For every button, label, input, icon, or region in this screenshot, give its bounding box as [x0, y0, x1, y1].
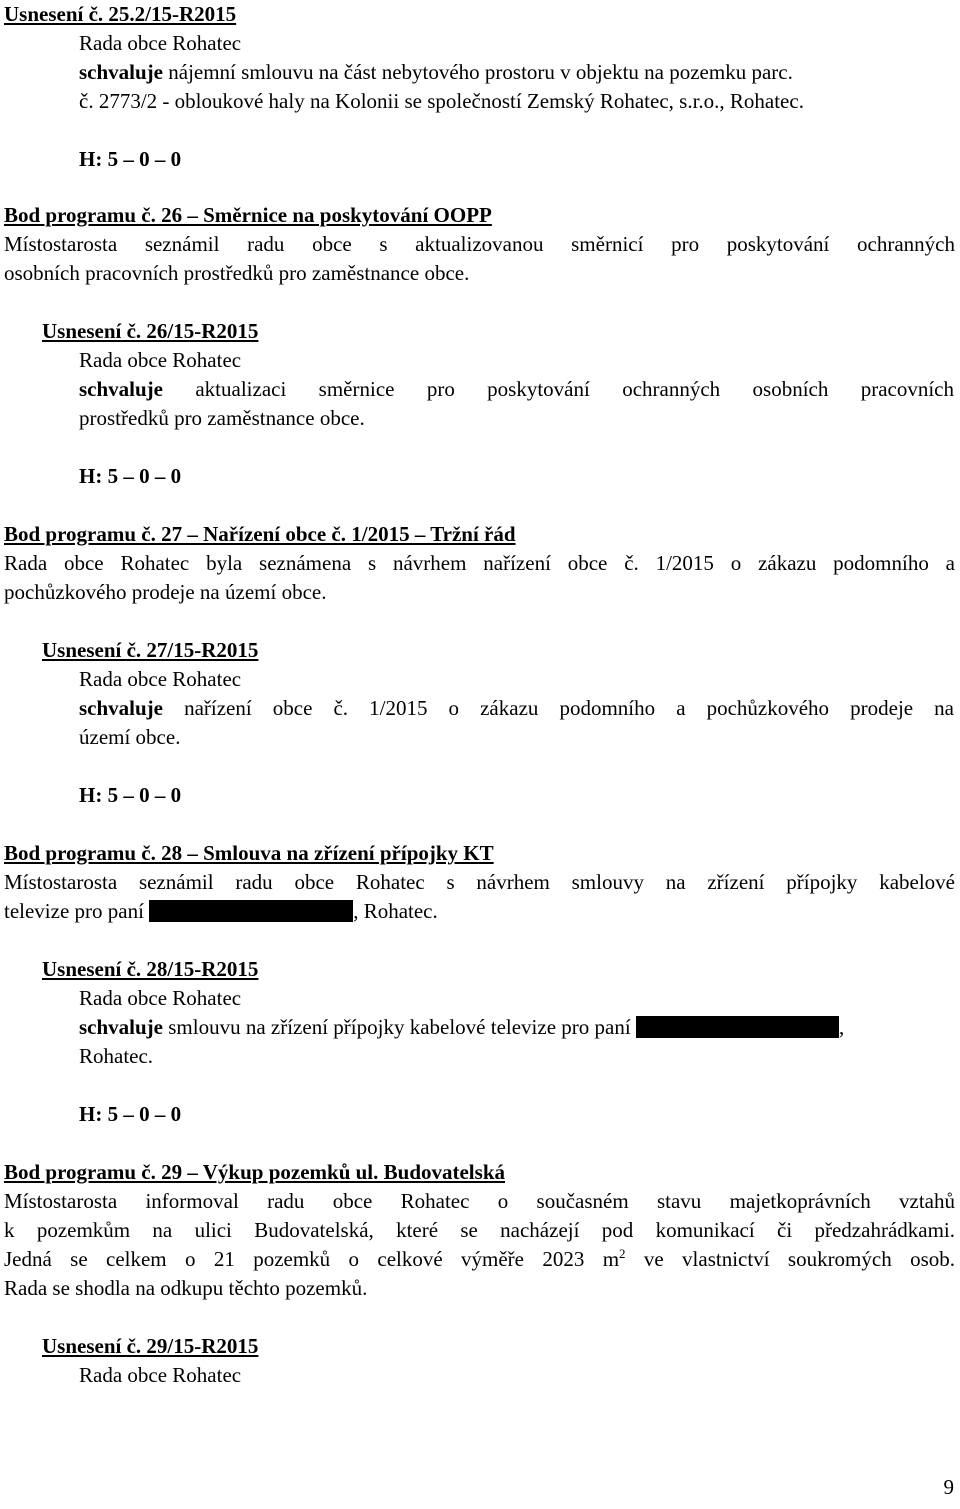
resolution-25-2-vote: H: 5 – 0 – 0: [79, 147, 182, 171]
approves-word: schvaluje: [79, 1015, 163, 1039]
resolution-28-text2: Rohatec.: [79, 1044, 154, 1068]
item-29-text2: k pozemkům na ulici Budovatelská, které se nacházejí pod komunikací či předzahrádkami.: [4, 1218, 955, 1242]
resolution-28-title: Usnesení č. 28/15-R2015: [42, 957, 259, 981]
resolution-25-2-title: Usnesení č. 25.2/15-R2015: [4, 2, 237, 26]
resolution-28-line1: [79, 1013, 954, 1042]
item-28-heading: Bod programu č. 28 – Smlouva na zřízení přípojky KT: [4, 841, 494, 865]
resolution-29-title: Usnesení č. 29/15-R2015: [42, 1334, 259, 1358]
item-27-text1: Rada obce Rohatec byla seznámena s návrhem nařízení obce č. 1/2015 o zákazu podomního a: [4, 551, 955, 575]
item-29-heading: Bod programu č. 29 – Výkup pozemků ul. Budovatelská: [4, 1160, 505, 1184]
resolution-29-council: Rada obce Rohatec: [79, 1363, 242, 1387]
page-number: 9: [943, 1475, 954, 1499]
item-28-text2a: televize pro paní: [4, 899, 150, 923]
approves-word: schvaluje: [79, 696, 163, 720]
resolution-27-text1: nařízení obce č. 1/2015 o zákazu podomního a pochůzkového prodeje na: [163, 696, 954, 720]
resolution-28-council: Rada obce Rohatec: [79, 986, 242, 1010]
resolution-25-2-text2: č. 2773/2 - obloukové haly na Kolonii se společností Zemský Rohatec, s.r.o., Rohatec.: [79, 89, 804, 113]
item-29-text3: [4, 1245, 955, 1274]
item-26-text1: Místostarosta seznámil radu obce s aktualizovanou směrnicí pro poskytování ochranných: [4, 232, 955, 256]
resolution-26-text1: aktualizaci směrnice pro poskytování ochranných osobních pracovních: [163, 377, 954, 401]
approves-word: schvaluje: [79, 60, 163, 84]
resolution-25-2-council: Rada obce Rohatec: [79, 31, 242, 55]
resolution-26-line1: [79, 375, 954, 404]
redacted-name-block: [149, 900, 353, 922]
item-27-text2: pochůzkového prodeje na území obce.: [4, 580, 327, 604]
item-29-text3b: ve vlastnictví soukromých osob.: [625, 1247, 955, 1271]
resolution-27-line1: [79, 694, 954, 723]
item-29-text3a: Jedná se celkem o 21 pozemků o celkové výměře 2023 m: [4, 1247, 620, 1271]
resolution-27-title: Usnesení č. 27/15-R2015: [42, 638, 259, 662]
approves-word: schvaluje: [79, 377, 163, 401]
resolution-26-council: Rada obce Rohatec: [79, 348, 242, 372]
resolution-28-comma: ,: [838, 1015, 845, 1039]
item-28-text2: [4, 897, 955, 926]
item-27-heading: Bod programu č. 27 – Nařízení obce č. 1/2015 – Tržní řád: [4, 522, 516, 546]
item-26-text2: osobních pracovních prostředků pro zaměstnance obce.: [4, 261, 470, 285]
superscript-two: 2: [619, 1246, 626, 1261]
item-29-text4: Rada se shodla na odkupu těchto pozemků.: [4, 1276, 368, 1300]
redacted-name-block: [636, 1016, 839, 1038]
item-26-heading: Bod programu č. 26 – Směrnice na poskytování OOPP: [4, 203, 492, 227]
resolution-26-title: Usnesení č. 26/15-R2015: [42, 319, 259, 343]
resolution-26-vote: H: 5 – 0 – 0: [79, 464, 182, 488]
resolution-27-vote: H: 5 – 0 – 0: [79, 783, 182, 807]
resolution-28-vote: H: 5 – 0 – 0: [79, 1102, 182, 1126]
item-28-text2b: , Rohatec.: [353, 899, 438, 923]
resolution-26-text2: prostředků pro zaměstnance obce.: [79, 406, 365, 430]
resolution-28-text1: smlouvu na zřízení přípojky kabelové televize pro paní: [163, 1015, 636, 1039]
item-28-text1: Místostarosta seznámil radu obce Rohatec s návrhem smlouvy na zřízení přípojky kabelové: [4, 870, 955, 894]
resolution-27-text2: území obce.: [79, 725, 181, 749]
resolution-25-2-text1: nájemní smlouvu na část nebytového prostoru v objektu na pozemku parc.: [163, 60, 793, 84]
resolution-27-council: Rada obce Rohatec: [79, 667, 242, 691]
item-29-text1: Místostarosta informoval radu obce Rohatec o současném stavu majetkoprávních vztahů: [4, 1189, 955, 1213]
resolution-25-2-line1: [79, 58, 954, 87]
